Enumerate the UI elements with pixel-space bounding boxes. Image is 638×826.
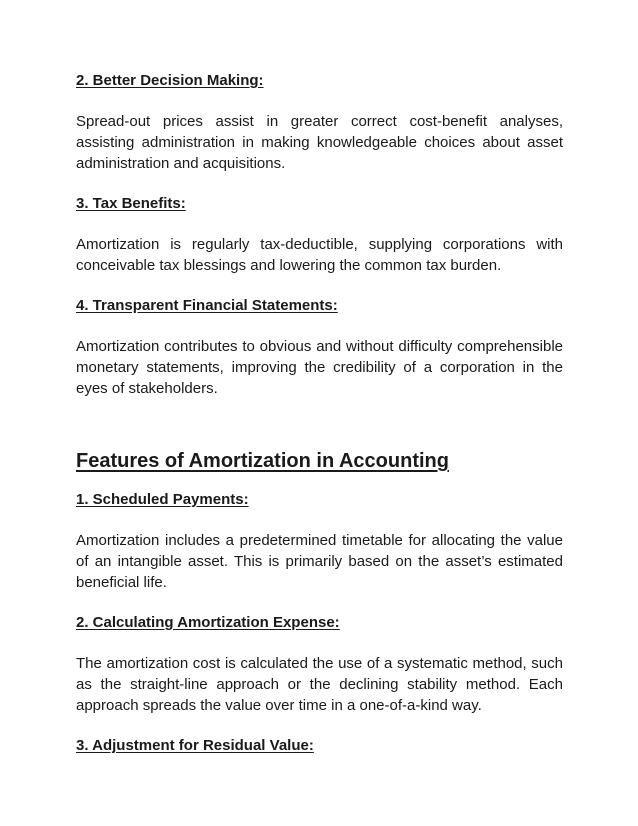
paragraph: Amortization contributes to obvious and without difficulty comprehensible monetary statements, improving the credibility of a corporation in the eyes of stakeholders. xyxy=(76,338,563,397)
paragraph: Spread-out prices assist in greater correct cost-benefit analyses, assisting administration in making knowledgeable choices about asset administration and acquisitions. xyxy=(76,113,563,172)
paragraph: The amortization cost is calculated the use of a systematic method, such as the straight-line approach or the declining stability method. Each approach spreads the value over time in a one-of-a-kind way. xyxy=(76,655,563,714)
feature-item xyxy=(76,735,563,757)
sub-heading: 4. Transparent Financial Statements: xyxy=(76,297,338,314)
sub-heading: 2. Better Decision Making: xyxy=(76,72,264,89)
sub-heading: 1. Scheduled Payments: xyxy=(76,491,249,508)
paragraph: Amortization is regularly tax-deductible, supplying corporations with conceivable tax blessings and lowering the common tax burden. xyxy=(76,236,563,274)
paragraph: Amortization includes a predetermined timetable for allocating the value of an intangible asset. This is primarily based on the asset’s estimated beneficial life. xyxy=(76,532,563,591)
section-title: Features of Amortization in Accounting xyxy=(76,450,449,472)
feature-item xyxy=(76,489,563,593)
sub-heading: 3. Tax Benefits: xyxy=(76,195,186,212)
sub-heading: 2. Calculating Amortization Expense: xyxy=(76,614,340,631)
benefit-item xyxy=(76,70,563,174)
document-page xyxy=(76,70,563,757)
sub-heading: 3. Adjustment for Residual Value: xyxy=(76,737,314,754)
feature-item xyxy=(76,612,563,716)
benefit-item xyxy=(76,193,563,276)
benefit-item xyxy=(76,295,563,399)
